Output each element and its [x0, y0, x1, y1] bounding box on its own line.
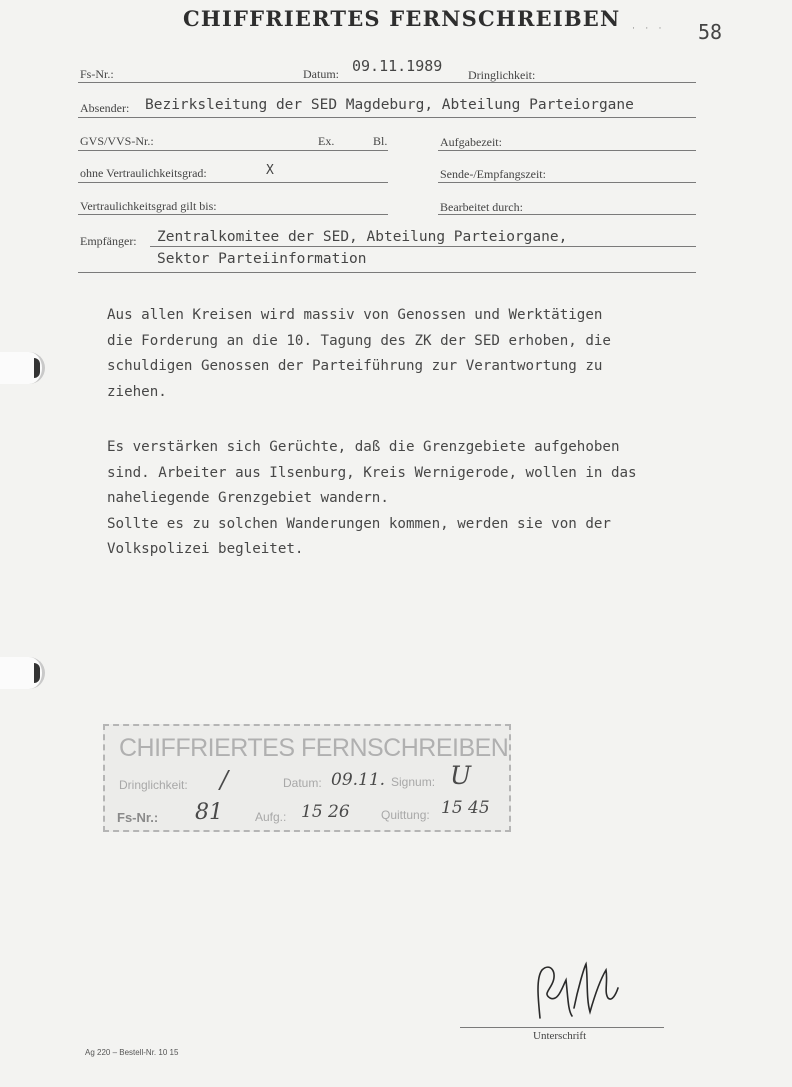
row-rule-3b — [438, 150, 696, 151]
page-number: 58 — [698, 20, 723, 44]
stamp-aufg-value: 15 26 — [301, 802, 350, 822]
sende-empfangszeit-label: Sende-/Empfangszeit: — [440, 167, 546, 181]
ohne-vertraulichkeitsgrad-value: X — [266, 163, 274, 178]
body-line: schuldigen Genossen der Parteiführung zur Verantwortung zu — [107, 358, 603, 374]
body-line: ziehen. — [107, 383, 167, 400]
body-line: Es verstärken sich Gerüchte, daß die Grenzgebiete aufgehoben — [107, 439, 620, 455]
stamp-quittung-value: 15 45 — [441, 798, 490, 818]
bearbeitet-durch-label: Bearbeitet durch: — [440, 200, 523, 214]
document-title: CHIFFRIERTES FERNSCHREIBEN — [183, 6, 621, 31]
form-number: Ag 220 – Bestell-Nr. 10 15 — [85, 1048, 179, 1057]
punch-hole-icon — [0, 657, 45, 689]
empfaenger-line2: Sektor Parteiinformation — [157, 251, 367, 267]
datum-label: Datum: — [303, 67, 339, 81]
row-rule-6a — [150, 246, 696, 247]
vertraulichkeitsgrad-gilt-bis-label: Vertraulichkeitsgrad gilt bis: — [80, 199, 217, 213]
stamp-dringlichkeit-label: Dringlichkeit: — [119, 778, 188, 792]
body-paragraph-2 — [107, 435, 637, 563]
stamp-title: CHIFFRIERTES FERNSCHREIBEN — [119, 734, 509, 762]
row-rule-5b — [438, 214, 696, 215]
stamp-dringlichkeit-value: / — [220, 766, 229, 794]
ex-label: Ex. — [318, 134, 335, 148]
absender-label: Absender: — [80, 101, 130, 115]
corner-mark: · · · — [632, 23, 666, 33]
body-line: Volkspolizei begleitet. — [107, 541, 304, 557]
row-rule-2 — [78, 117, 696, 118]
body-line: naheliegende Grenzgebiet wandern. — [107, 490, 389, 506]
body-line: die Forderung an die 10. Tagung des ZK der SED erhoben, die — [107, 332, 611, 349]
fs-nr-label: Fs-Nr.: — [80, 67, 114, 81]
datum-value: 09.11.1989 — [352, 57, 443, 75]
stamp-aufg-label: Aufg.: — [255, 810, 287, 824]
row-rule-4a — [78, 182, 388, 183]
receipt-stamp — [103, 724, 511, 832]
bl-label: Bl. — [373, 134, 388, 148]
ohne-vertraulichkeitsgrad-label: ohne Vertraulichkeitsgrad: — [80, 166, 207, 180]
punch-hole-icon — [0, 352, 45, 384]
body-paragraph-1 — [107, 303, 611, 405]
gvs-label: GVS/VVS-Nr.: — [80, 134, 154, 148]
body-line: Aus allen Kreisen wird massiv von Genossen und Werktätigen — [107, 307, 603, 323]
row-rule-6b — [78, 272, 696, 273]
stamp-quittung-label: Quittung: — [381, 808, 430, 822]
dringlichkeit-label: Dringlichkeit: — [468, 68, 536, 82]
stamp-fs-nr-value: 81 — [195, 800, 223, 825]
body-line: Sollte es zu solchen Wanderungen kommen, werden sie von der — [107, 515, 611, 532]
aufgabezeit-label: Aufgabezeit: — [440, 135, 502, 149]
stamp-fs-nr-label: Fs-Nr.: — [117, 810, 159, 825]
unterschrift-label: Unterschrift — [533, 1030, 587, 1042]
stamp-signum-value: U — [450, 761, 472, 790]
row-rule-1 — [78, 82, 696, 83]
row-rule-5a — [78, 214, 388, 215]
row-rule-4b — [438, 182, 696, 183]
absender-value: Bezirksleitung der SED Magdeburg, Abteilung Parteiorgane — [145, 97, 634, 113]
stamp-datum-label: Datum: — [283, 776, 322, 790]
body-line: sind. Arbeiter aus Ilsenburg, Kreis Wernigerode, wollen in das — [107, 464, 637, 481]
empfaenger-label: Empfänger: — [80, 234, 137, 248]
signature-rule — [460, 1027, 664, 1028]
stamp-datum-value: 09.11. — [331, 770, 386, 790]
handwritten-signature — [528, 958, 628, 1022]
empfaenger-line1: Zentralkomitee der SED, Abteilung Parteiorgane, — [157, 229, 568, 245]
row-rule-3a — [78, 150, 388, 151]
stamp-signum-label: Signum: — [391, 775, 436, 789]
